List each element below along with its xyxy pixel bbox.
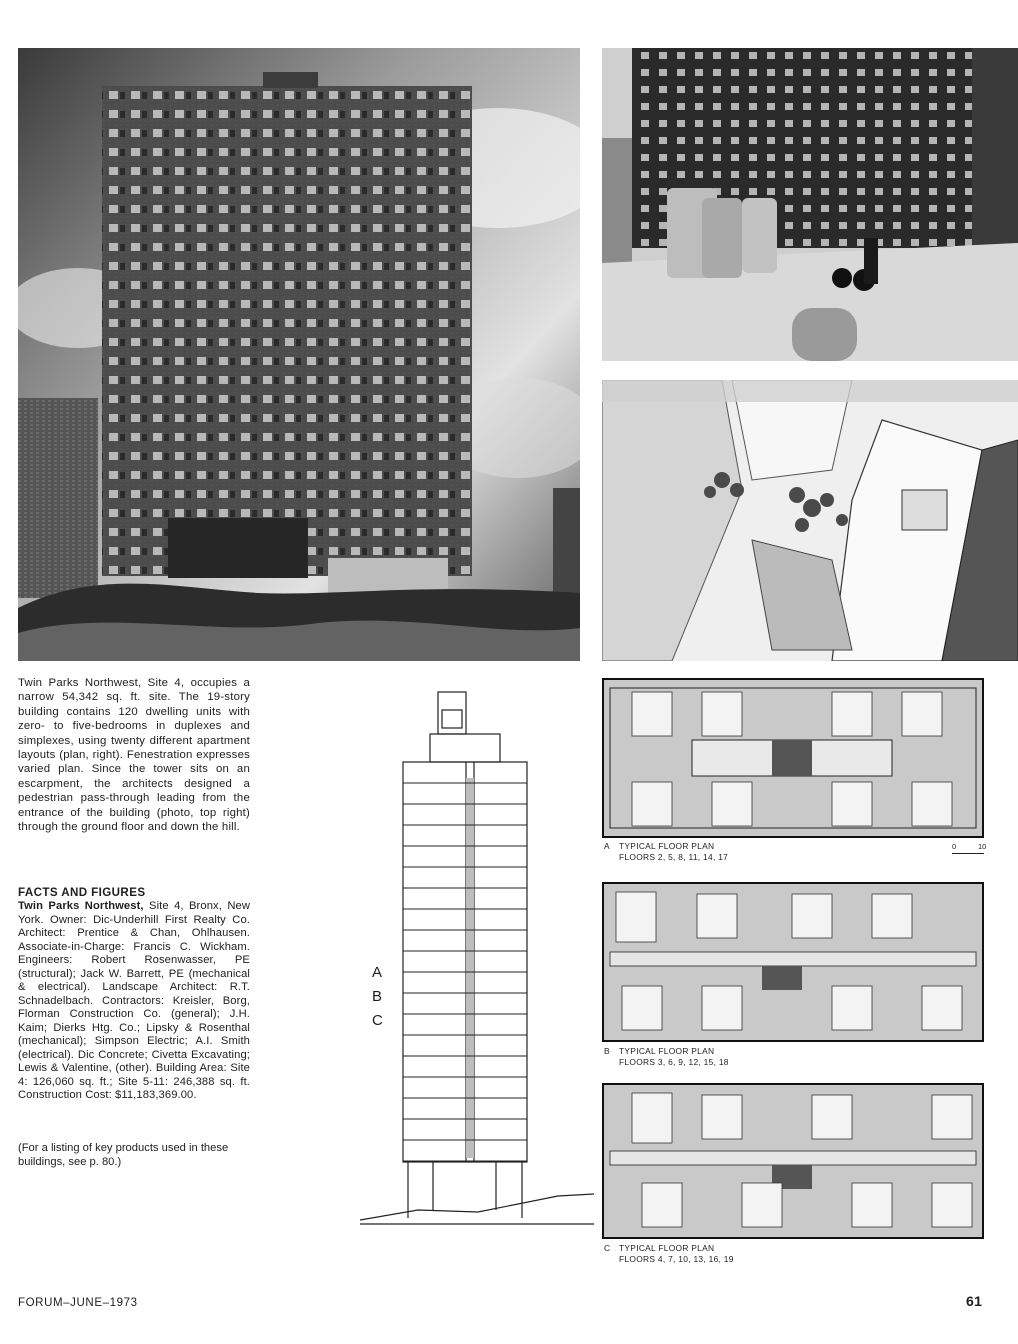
plan-a-floors: FLOORS 2, 5, 8, 11, 14, 17: [619, 852, 729, 862]
facts-body: Site 4, Bronx, New York. Owner: Dic-Underhill First Realty Co. Architect: Prentice & Chan, Ohlhausen. Associate-in-Charge: Francis C. Wickham. Engineers: Robert Rosenwasser, PE (structural); Jack W. Barrett, PE (mechanical & electrical). Landscape Architect: R.T. Schnadelbach. Contractors: Kreisler, Borg, Florman Construction Co. (general); J.H. Kaim; Dierks Htg. Co.; Lipsky & Rosenthal (mechanical); Simpson Electric; A.I. Smith (electrical). Dic Concrete; Civetta Excavating; Lewis & Valentine, (other). Building Area: Site 4: 126,060 sq. ft.; Site 5-11: 246,388 sq. ft. Construction Cost: $11,183,369.00.: [18, 900, 250, 1101]
scale-line: [952, 853, 984, 854]
section-label-c: C: [372, 1012, 383, 1029]
facts-heading: FACTS AND FIGURES: [18, 886, 146, 899]
plan-b-floors: FLOORS 3, 6, 9, 12, 15, 18: [619, 1057, 729, 1067]
facts-note: (For a listing of key products used in these buildings, see p. 80.): [18, 1142, 229, 1168]
tower-photo-image: [18, 48, 580, 661]
floor-plan-a-drawing: [602, 678, 984, 838]
caption-text: Twin Parks Northwest, Site 4, occupies a narrow 54,342 sq. ft. site. The 19-story building contains 120 dwelling units with zero- to five-bedrooms in duplexes and simplexes, using twenty different apartment layouts (plan, right). Fenestration expresses varied plan. Since the tower sits on an escarpment, the architects designed a pedestrian pass-through leading from the entrance of the building (photo, top right) through the ground floor and down the hill.: [18, 677, 250, 834]
building-section-drawing: [358, 688, 594, 1240]
scale-min: 0: [952, 842, 957, 851]
building-section: [358, 688, 594, 1240]
floor-plan-b: [602, 882, 984, 1042]
magazine-issue: FORUM–JUNE–1973: [18, 1297, 138, 1309]
facts-text: [18, 900, 250, 1103]
plaza-photo: [602, 48, 1018, 361]
plaza-photo-image: [602, 48, 1018, 361]
floor-plan-a: [602, 678, 984, 838]
plan-a-caption: [604, 841, 728, 863]
plan-a-letter: A: [604, 841, 610, 851]
floor-plan-c: [602, 1083, 984, 1239]
plan-c-title: TYPICAL FLOOR PLAN: [619, 1243, 715, 1253]
scale-max: 10: [978, 842, 987, 851]
plan-b-letter: B: [604, 1046, 610, 1056]
plan-c-caption: [604, 1243, 734, 1265]
plan-b-title: TYPICAL FLOOR PLAN: [619, 1046, 715, 1056]
plan-c-floors: FLOORS 4, 7, 10, 13, 16, 19: [619, 1254, 734, 1264]
plan-b-caption: [604, 1046, 729, 1068]
plan-c-letter: C: [604, 1243, 611, 1253]
floor-plan-b-drawing: [602, 882, 984, 1042]
section-label-b: B: [372, 988, 383, 1005]
aerial-rendering-image: [602, 380, 1018, 661]
plan-a-title: TYPICAL FLOOR PLAN: [619, 841, 715, 851]
tower-photo: [18, 48, 580, 661]
facts-lead: Twin Parks Northwest,: [18, 900, 144, 912]
section-label-a: A: [372, 964, 383, 981]
floor-plan-c-drawing: [602, 1083, 984, 1239]
page-number: 61: [966, 1293, 983, 1309]
aerial-rendering: [602, 380, 1018, 661]
